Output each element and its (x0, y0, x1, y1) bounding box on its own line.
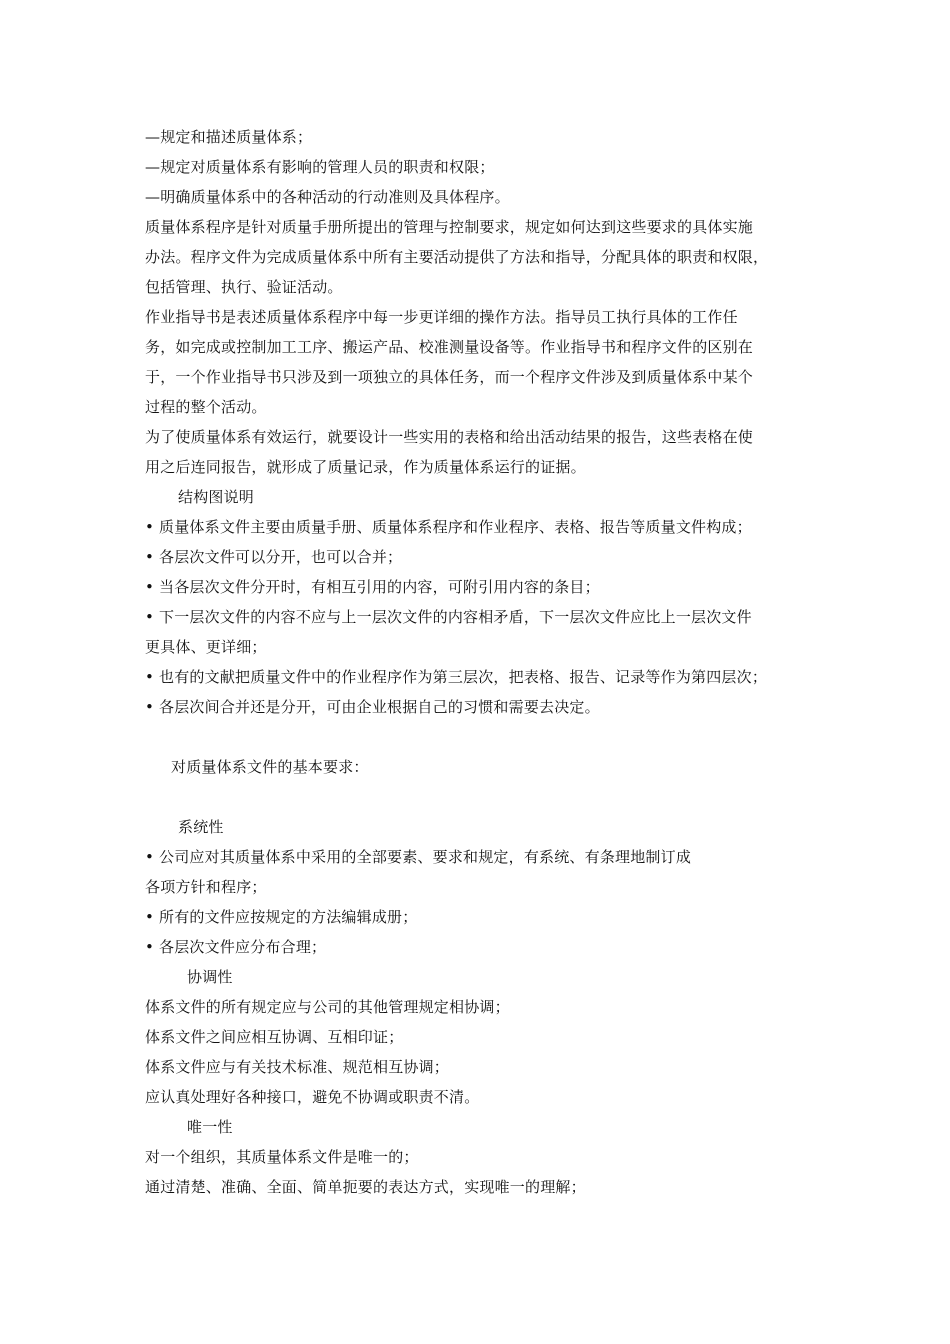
text-line: 各项方针和程序； (145, 878, 267, 896)
subsection-heading: 协调性 (187, 968, 233, 986)
section-heading: 对质量体系文件的基本要求： (171, 758, 369, 776)
text-line: 体系文件之间应相互协调、互相印证； (145, 1028, 404, 1046)
text-line: 用之后连同报告，就形成了质量记录，作为质量体系运行的证据。 (145, 458, 586, 476)
bullet-item: • 所有的文件应按规定的方法编辑成册； (145, 908, 418, 926)
text-line: —规定和描述质量体系； (145, 128, 313, 146)
bullet-item: • 各层次文件可以分开，也可以合并； (145, 548, 403, 566)
bullet-item: • 下一层次文件的内容不应与上一层次文件的内容相矛盾，下一层次文件应比上一层次文件 (145, 608, 752, 626)
text-line: —规定对质量体系有影响的管理人员的职责和权限； (145, 158, 495, 176)
text-line: 对一个组织，其质量体系文件是唯一的； (145, 1148, 419, 1166)
bullet-item: • 也有的文献把质量文件中的作业程序作为第三层次，把表格、报告、记录等作为第四层次； (145, 668, 768, 686)
text-line: 包括管理、执行、验证活动。 (145, 278, 343, 296)
section-heading: 结构图说明 (178, 488, 255, 506)
text-line: 于，一个作业指导书只涉及到一项独立的具体任务，而一个程序文件涉及到质量体系中某个 (145, 368, 754, 386)
document-body (145, 122, 810, 1202)
spacer (145, 722, 810, 752)
text-line: 作业指导书是表述质量体系程序中每一步更详细的操作方法。指导员工执行具体的工作任 (145, 308, 738, 326)
bullet-item: • 各层次间合并还是分开，可由企业根据自己的习惯和需要去决定。 (145, 698, 600, 716)
text-line: 为了使质量体系有效运行，就要设计一些实用的表格和给出活动结果的报告，这些表格在使 (145, 428, 754, 446)
text-line: 质量体系程序是针对质量手册所提出的管理与控制要求，规定如何达到这些要求的具体实施 (145, 218, 754, 236)
text-line: 应认真处理好各种接口，避免不协调或职责不清。 (145, 1088, 480, 1106)
subsection-heading: 系统性 (178, 818, 224, 836)
text-line: 办法。程序文件为完成质量体系中所有主要活动提供了方法和指导，分配具体的职责和权限， (145, 248, 769, 266)
bullet-item: • 当各层次文件分开时，有相互引用的内容，可附引用内容的条目； (145, 578, 600, 596)
text-line: 过程的整个活动。 (145, 398, 267, 416)
bullet-item: • 各层次文件应分布合理； (145, 938, 327, 956)
bullet-item: • 公司应对其质量体系中采用的全部要素、要求和规定，有系统、有条理地制订成 (145, 848, 692, 866)
text-line: 体系文件的所有规定应与公司的其他管理规定相协调； (145, 998, 510, 1016)
subsection-heading: 唯一性 (187, 1118, 233, 1136)
text-line: 体系文件应与有关技术标准、规范相互协调； (145, 1058, 450, 1076)
text-line: 通过清楚、准确、全面、简单扼要的表达方式，实现唯一的理解； (145, 1178, 586, 1196)
bullet-item: • 质量体系文件主要由质量手册、质量体系程序和作业程序、表格、报告等质量文件构成； (145, 518, 752, 536)
spacer (145, 782, 810, 812)
text-line: 更具体、更详细； (145, 638, 267, 656)
text-line: 务，如完成或控制加工工序、搬运产品、校准测量设备等。作业指导书和程序文件的区别在 (145, 338, 754, 356)
text-line: —明确质量体系中的各种活动的行动准则及具体程序。 (145, 188, 510, 206)
